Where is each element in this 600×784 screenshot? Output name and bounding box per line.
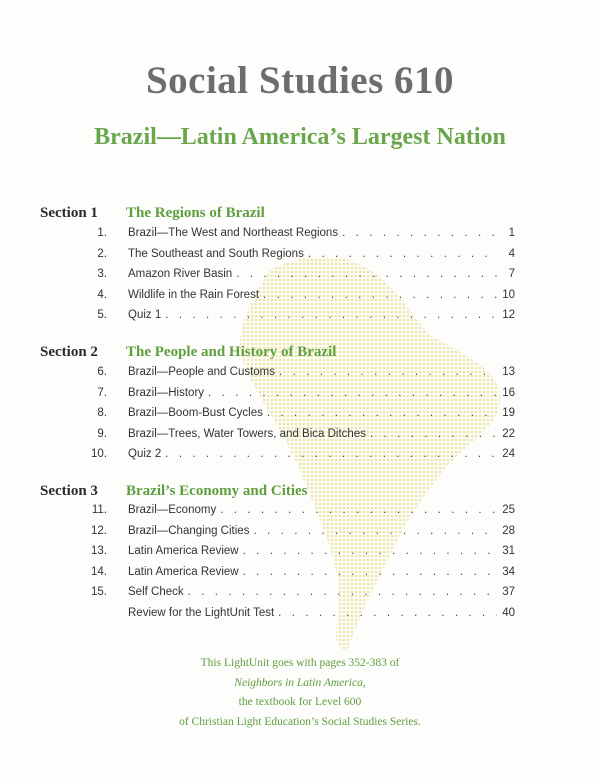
- toc-number: 15.: [91, 586, 107, 598]
- toc-page-number: 24: [502, 448, 515, 460]
- toc-entry-text: Brazil—Boom-Bust Cycles: [128, 407, 263, 419]
- section-3-heading: [40, 483, 560, 503]
- toc-entry-text: Brazil—The West and Northeast Regions: [128, 227, 339, 239]
- section-1-heading: [40, 205, 560, 225]
- toc-number: 11.: [91, 504, 107, 516]
- toc-row: [90, 525, 515, 543]
- dot-leader: [308, 248, 497, 260]
- section-title: The Regions of Brazil: [126, 205, 265, 221]
- page-subtitle: Brazil—Latin America’s Largest Nation: [94, 124, 506, 150]
- dot-leader: [188, 586, 497, 598]
- toc-row: [90, 448, 515, 466]
- section-title: Brazil’s Economy and Cities: [126, 483, 308, 499]
- toc-number: 14.: [91, 565, 107, 578]
- toc-entry-text: Amazon River Basin: [128, 268, 233, 280]
- toc-page-number: 28: [502, 524, 515, 537]
- section-label: Section 2: [40, 344, 98, 360]
- toc-number: 1.: [97, 227, 107, 239]
- toc-row: [90, 309, 515, 327]
- toc-page-number: 13: [502, 366, 515, 378]
- toc-number: 9.: [97, 427, 107, 440]
- toc-row: [90, 268, 515, 286]
- dot-leader: [165, 448, 497, 460]
- toc-entry-text: Latin America Review: [128, 565, 239, 578]
- toc-page-number: 25: [502, 504, 515, 516]
- toc-row: [90, 227, 515, 245]
- toc-entry-text: Quiz 1: [128, 309, 162, 321]
- toc-entry-text: Wildlife in the Rain Forest: [128, 288, 260, 301]
- footer-line: the textbook for Level 600: [238, 696, 362, 708]
- footer-line: This LightUnit goes with pages 352-383 of: [200, 657, 400, 669]
- toc-entry-text: Brazil—People and Customs: [128, 366, 276, 378]
- toc-row: [90, 566, 515, 584]
- footer-note: [0, 654, 600, 732]
- toc-page-number: 10: [502, 288, 515, 301]
- section-label: Section 1: [40, 205, 98, 221]
- toc-page-number: 22: [502, 427, 515, 440]
- dot-leader: [220, 504, 497, 516]
- toc-page-number: 1: [508, 227, 515, 239]
- toc-row: [90, 387, 515, 405]
- toc-page-number: 40: [502, 606, 515, 619]
- dot-leader: [236, 268, 497, 280]
- toc-page-number: 4: [508, 247, 515, 260]
- toc-page-number: 12: [502, 309, 515, 321]
- toc-entry-text: Brazil—History: [128, 386, 205, 399]
- toc-row: [90, 504, 515, 522]
- toc-row: [90, 586, 515, 604]
- footer-line: of Christian Light Education’s Social Studies Series.: [179, 715, 421, 728]
- section-title: The People and History of Brazil: [126, 344, 337, 360]
- dot-leader: [267, 407, 497, 419]
- toc-row: [90, 428, 515, 446]
- toc-number: 7.: [97, 386, 107, 399]
- toc-row: [90, 407, 515, 425]
- toc-row: [90, 545, 515, 563]
- toc-entry-text: Self Check: [128, 586, 184, 598]
- toc-row: [90, 607, 515, 625]
- toc-page-number: 37: [502, 586, 515, 598]
- toc-number: 6.: [97, 366, 107, 378]
- dot-leader: [278, 607, 497, 619]
- toc-page-number: 31: [502, 545, 515, 557]
- dot-leader: [165, 309, 497, 321]
- dot-leader: [208, 387, 497, 399]
- toc-row: [90, 366, 515, 384]
- toc-number: 2.: [97, 247, 107, 260]
- toc-entry-text: Quiz 2: [128, 448, 162, 460]
- toc-page-number: 19: [502, 407, 515, 419]
- dot-leader: [253, 525, 497, 537]
- toc-number: 12.: [91, 524, 107, 537]
- toc-row: [90, 248, 515, 266]
- toc-number: 3.: [97, 268, 107, 280]
- toc-entry-text: Brazil—Economy: [128, 504, 217, 516]
- toc-number: 8.: [97, 407, 107, 419]
- toc-entry-text: Review for the LightUnit Test: [128, 606, 275, 619]
- dot-leader: [279, 366, 497, 378]
- section-2-heading: [40, 344, 560, 364]
- toc-entry-text: Latin America Review: [128, 545, 239, 557]
- footer-book-title: Neighbors in Latin America,: [234, 676, 366, 689]
- dot-leader: [370, 428, 497, 440]
- toc-entry-text: The Southeast and South Regions: [128, 247, 304, 260]
- dot-leader: [243, 566, 497, 578]
- toc-page-number: 16: [502, 386, 515, 399]
- toc-row: [90, 289, 515, 307]
- toc-page-number: 34: [502, 565, 515, 578]
- toc-entry-text: Brazil—Changing Cities: [128, 524, 250, 537]
- toc-number: 13.: [91, 545, 107, 557]
- dot-leader: [243, 545, 497, 557]
- section-label: Section 3: [40, 483, 98, 499]
- toc-number: 10.: [91, 448, 107, 460]
- toc-entry-text: Brazil—Trees, Water Towers, and Bica Ditches: [128, 427, 366, 440]
- toc-number: 5.: [97, 309, 107, 321]
- toc-page-number: 7: [508, 268, 515, 280]
- dot-leader: [263, 289, 497, 301]
- toc-number: 4.: [97, 288, 107, 301]
- page-title: Social Studies 610: [145, 59, 455, 102]
- dot-leader: [342, 227, 497, 239]
